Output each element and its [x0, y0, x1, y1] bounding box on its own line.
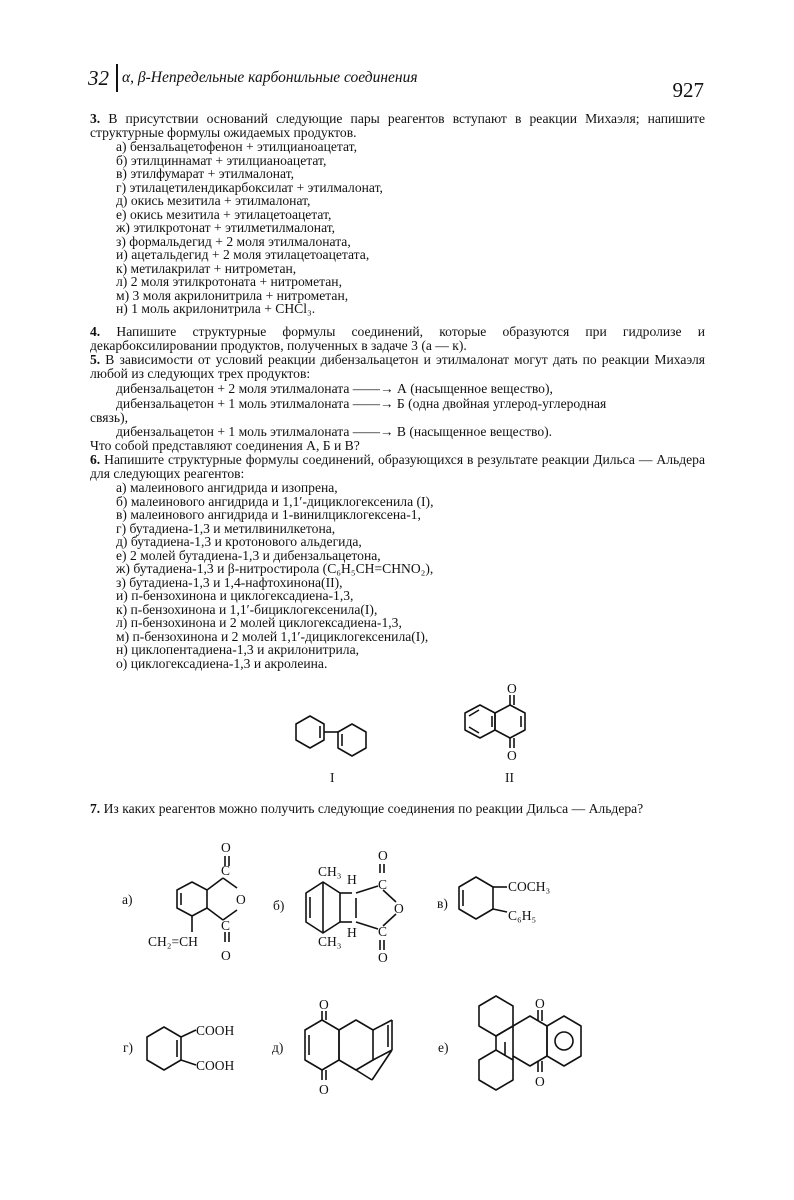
oxygen-atom: O [378, 848, 388, 863]
acetyl-group: COCH₃ [508, 879, 551, 894]
carbonyl-oxygen: O [535, 1074, 545, 1089]
structure-label-I: I [330, 770, 335, 785]
problem-number: 4. [90, 324, 101, 339]
carbon-atom: C [221, 863, 231, 878]
problem-number: 5. [90, 352, 101, 367]
problem-number: 7. [90, 801, 101, 816]
carbon-atom: C [221, 918, 231, 933]
reaction-line-c: дибензальацетон + 1 моль этилмалоната ——→ В (насыщенное вещество). [116, 424, 553, 439]
problem-3-item: в) этилфумарат + этилмалонат, [116, 166, 295, 181]
ring-oxygen: O [236, 892, 246, 907]
problem-5-question: Что собой представляют соединения А, Б и В? [90, 438, 360, 453]
oxygen-atom: O [221, 948, 231, 963]
problem-6-item: б) малеинового ангидрида и 1,1′-дициклогексенила (I), [116, 493, 434, 509]
problem-3-item: е) окись мезитила + этилацетоацетат, [116, 206, 332, 222]
problem-6-item: в) малеинового ангидрида и 1-винилциклогексена-1, [116, 507, 421, 522]
reaction-line-b-cont: связь), [90, 410, 129, 425]
problem-3-item: и) ацетальдегид + 2 моля этилацетоацетата, [116, 247, 370, 262]
structure-label-II: II [505, 770, 514, 785]
problem-number: 6. [90, 452, 101, 467]
structure-label-g: г) [123, 1040, 134, 1055]
problem-6-item: л) п-бензохинона и 2 молей циклогексадиена-1,3, [116, 615, 402, 630]
problem-7 [90, 802, 705, 816]
structure-label-b: б) [273, 898, 285, 913]
problem-6-item: г) бутадиена-1,3 и метилвинилкетона, [116, 520, 336, 536]
problem-3-item: з) формальдегид + 2 моля этилмалоната, [116, 233, 351, 249]
carboxyl-group: COOH [196, 1023, 235, 1038]
structure-e [479, 996, 581, 1090]
methyl-group: CH₃ [318, 934, 342, 949]
structure-g [147, 1027, 196, 1070]
problem-3-item: б) этилциннамат + этилцианоацетат, [116, 152, 327, 168]
problem-text: Напишите структурные формулы соединений, которые образуются при гидролизе и декарбоксилировании продуктов, полученных в задаче 3 (а — к). [90, 324, 705, 353]
carboxyl-group: COOH [196, 1058, 235, 1073]
carbonyl-oxygen: O [319, 997, 329, 1012]
problem-6-item: и) п-бензохинона и циклогексадиена-1,3, [116, 588, 354, 603]
structure-label-v: в) [437, 896, 448, 911]
carbon-atom: C [378, 924, 388, 939]
problem-3-item: к) метилакрилат + нитрометан, [116, 260, 297, 276]
carbonyl-oxygen: O [535, 996, 545, 1011]
structure-d [305, 1011, 392, 1080]
problem-3-item: г) этилацетилендикарбоксилат + этилмалонат, [116, 179, 383, 195]
problem-3-item: н) 1 моль акрилонитрила + CHCl₃. [116, 301, 316, 316]
structure-label-e: е) [438, 1040, 449, 1055]
problem-6-item: к) п-бензохинона и 1,1′-бициклогексенила(I), [116, 601, 378, 617]
problem-3-item: д) окись мезитила + этилмалонат, [116, 193, 311, 208]
reaction-line-b: дибензальацетон + 1 моль этилмалоната ——→ Б (одна двойная углерод-углеродная [116, 396, 607, 411]
chapter-number: 32 [88, 66, 109, 90]
problem-text: В присутствии оснований следующие пары реагентов вступают в реакции Михаэля; напишите структурные формулы ожидаемых продуктов. [90, 111, 706, 140]
problem-6-item: д) бутадиена-1,3 и кротонового альдегида, [116, 534, 362, 549]
carbonyl-oxygen: O [507, 748, 517, 763]
chapter-title: α, β-Непредельные карбонильные соединения [122, 69, 418, 86]
carbonyl-oxygen: O [507, 681, 517, 696]
phenyl-group: C₆H₅ [508, 908, 537, 923]
structure-label-a: а) [122, 892, 133, 907]
vinyl-group: CH₂=CH [148, 934, 198, 949]
structure-v [459, 877, 507, 919]
problem-6-item: ж) бутадиена-1,3 и β-нитростирола (C₆H₅CH=CHNO₂), [116, 561, 434, 576]
problem-text: Из каких реагентов можно получить следующие соединения по реакции Дильса — Альдера? [103, 801, 644, 816]
problem-6-item: е) 2 молей бутадиена-1,3 и дибензальацетона, [116, 547, 381, 563]
hydrogen-atom: H [347, 872, 357, 887]
ring-oxygen: O [394, 901, 404, 916]
problem-text: В зависимости от условий реакции дибензальацетон и этилмалонат могут дать по реакции Михаэля любой из следующих трех продуктов: [90, 352, 705, 381]
carbonyl-oxygen: O [319, 1082, 329, 1097]
problem-number: 3. [90, 111, 101, 126]
problem-6-item: з) бутадиена-1,3 и 1,4-нафтохинона(II), [116, 574, 343, 590]
carbon-atom: C [378, 877, 388, 892]
reaction-line-a: дибензальацетон + 2 моля этилмалоната ——→ А (насыщенное вещество), [116, 381, 553, 396]
naphthoquinone-structure [465, 695, 525, 748]
hydrogen-atom: H [347, 925, 357, 940]
problem-6-item: м) п-бензохинона и 2 молей 1,1′-дициклогексенила(I), [116, 628, 429, 644]
problem-6-item: н) циклопентадиена-1,3 и акрилонитрила, [116, 642, 360, 657]
methyl-group: CH₃ [318, 864, 342, 879]
oxygen-atom: O [378, 950, 388, 965]
bicyclohexenyl-structure [296, 716, 366, 756]
oxygen-atom: O [221, 840, 231, 855]
page-number: 927 [672, 78, 704, 102]
problem-6-item: а) малеинового ангидрида и изопрена, [116, 480, 338, 495]
problem-3-item: л) 2 моля этилкротоната + нитрометан, [116, 274, 342, 289]
problem-3-item: ж) этилкротонат + этилметилмалонат, [116, 220, 336, 235]
problem-text: Напишите структурные формулы соединений, образующихся в результате реакции Дильса — Альдера для следующих реагентов: [90, 452, 705, 481]
problem-6-item: о) циклогексадиена-1,3 и акролеина. [116, 655, 328, 671]
problem-3-item: а) бензальацетофенон + этилцианоацетат, [116, 139, 357, 154]
problem-3-item: м) 3 моля акрилонитрила + нитрометан, [116, 287, 349, 303]
structure-label-d: д) [272, 1040, 284, 1055]
